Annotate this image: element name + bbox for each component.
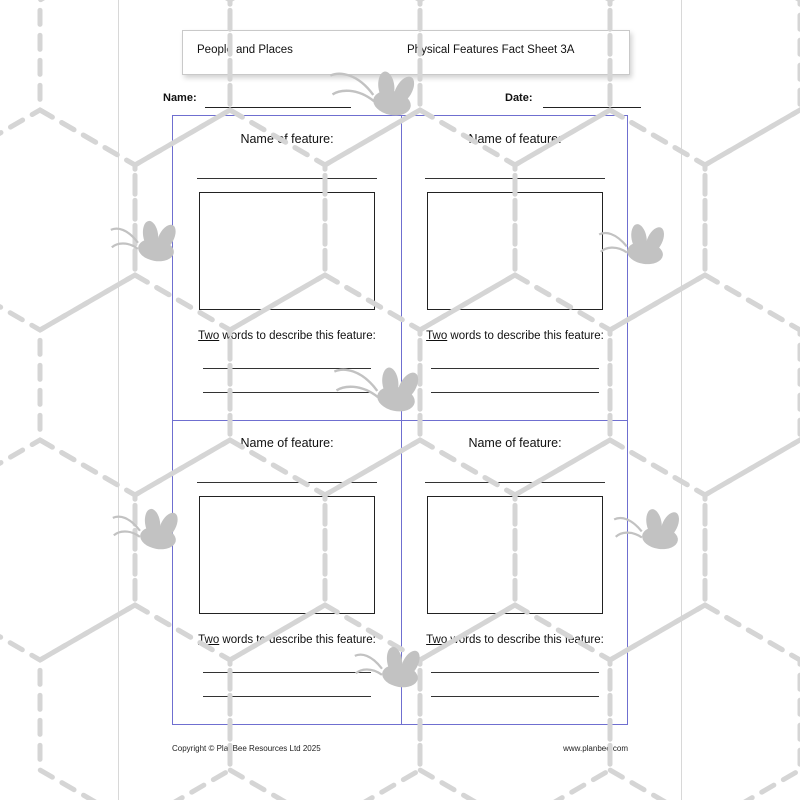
worksheet-page [118, 0, 682, 800]
header-banner [182, 30, 630, 75]
feature-describe-rule-2[interactable] [431, 392, 599, 393]
feature-describe-rule-2[interactable] [203, 392, 371, 393]
header-right-label: Physical Features Fact Sheet 3A [407, 44, 575, 56]
date-input-rule[interactable] [543, 106, 641, 108]
feature-cell [173, 116, 401, 420]
describe-underlined-word: Two [426, 634, 448, 646]
feature-describe-rule-1[interactable] [431, 672, 599, 673]
feature-describe-rule-1[interactable] [203, 368, 371, 369]
feature-describe-rule-1[interactable] [431, 368, 599, 369]
feature-describe-rule-1[interactable] [203, 672, 371, 673]
feature-describe-label [173, 634, 401, 646]
feature-describe-label [173, 330, 401, 342]
feature-name-input-rule[interactable] [197, 482, 377, 483]
feature-drawing-box[interactable] [199, 192, 375, 310]
feature-cell [401, 116, 629, 420]
footer [172, 744, 628, 753]
feature-name-input-rule[interactable] [197, 178, 377, 179]
name-label: Name: [163, 92, 197, 104]
describe-rest-text: words to describe this feature: [447, 330, 604, 342]
worksheet-grid [172, 115, 628, 725]
feature-name-input-rule[interactable] [425, 178, 605, 179]
header-left-label: People and Places [197, 44, 293, 56]
feature-describe-rule-2[interactable] [203, 696, 371, 697]
describe-underlined-word: Two [198, 634, 220, 646]
feature-name-input-rule[interactable] [425, 482, 605, 483]
feature-cell [173, 420, 401, 724]
footer-copyright: Copyright © PlanBee Resources Ltd 2025 [172, 744, 321, 753]
feature-describe-label [401, 330, 629, 342]
feature-name-label: Name of feature: [468, 132, 562, 146]
feature-drawing-box[interactable] [427, 496, 603, 614]
describe-underlined-word: Two [426, 330, 448, 342]
footer-website[interactable]: www.planbee.com [563, 744, 628, 753]
feature-describe-label [401, 634, 629, 646]
feature-name-label: Name of feature: [468, 436, 562, 450]
feature-drawing-box[interactable] [427, 192, 603, 310]
describe-rest-text: words to describe this feature: [219, 330, 376, 342]
feature-name-label: Name of feature: [240, 436, 334, 450]
name-date-row [163, 90, 641, 110]
feature-name-label: Name of feature: [240, 132, 334, 146]
describe-rest-text: words to describe this feature: [447, 634, 604, 646]
feature-drawing-box[interactable] [199, 496, 375, 614]
feature-describe-rule-2[interactable] [431, 696, 599, 697]
describe-underlined-word: Two [198, 330, 220, 342]
date-label: Date: [505, 92, 533, 104]
describe-rest-text: words to describe this feature: [219, 634, 376, 646]
name-input-rule[interactable] [205, 106, 351, 108]
feature-cell [401, 420, 629, 724]
